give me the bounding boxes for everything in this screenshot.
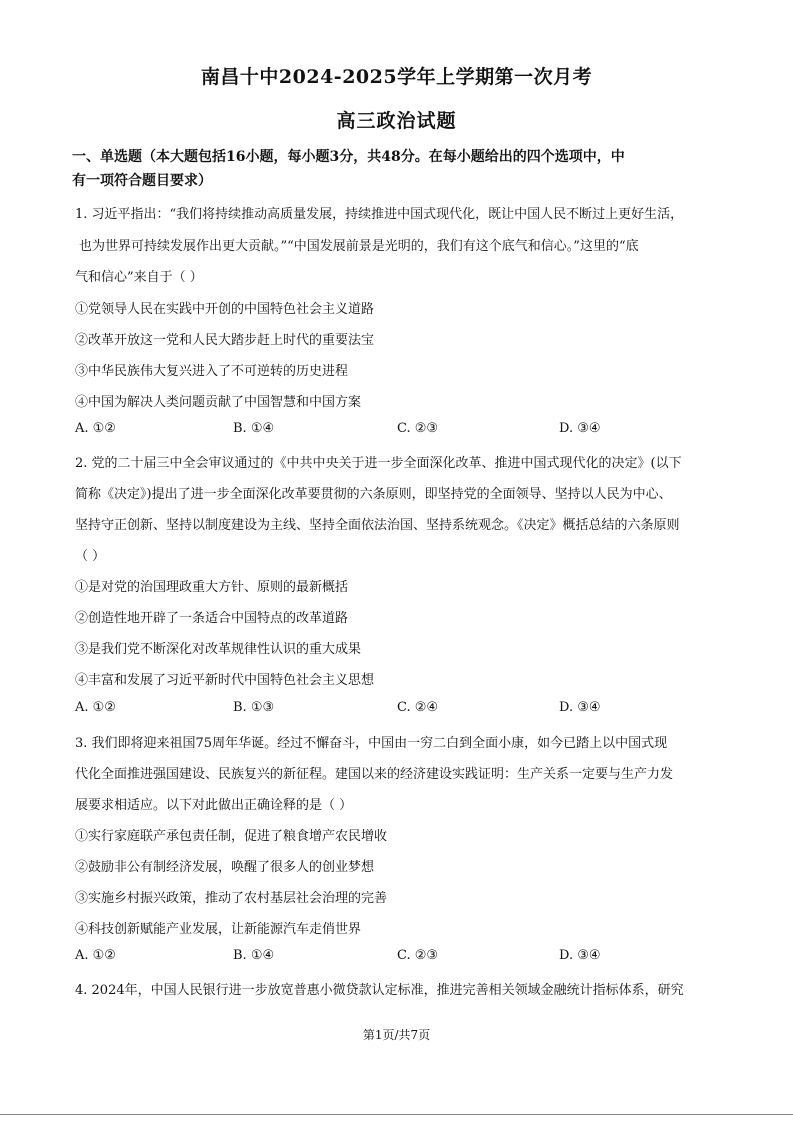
q2-option-b[interactable]: B. ①③ — [233, 700, 275, 715]
q2-option-a[interactable]: A. ①② — [75, 700, 116, 715]
section-heading-line1: 一、单选题（本大题包括16小题，每小题3分，共48分。在每小题给出的四个选项中，中 — [72, 149, 625, 165]
q2-line4: （ ） — [75, 549, 106, 564]
section-heading — [72, 145, 732, 193]
q3-item2: ②鼓励非公有制经济发展，唤醒了很多人的创业梦想 — [75, 860, 375, 875]
q1-item2: ②改革开放这一党和人民大踏步赶上时代的重要法宝 — [75, 333, 375, 348]
page-footer: 第1页/共7页 — [362, 1028, 431, 1042]
q1-item4: ④中国为解决人类问题贡献了中国智慧和中国方案 — [75, 395, 362, 410]
q1-option-a[interactable]: A. ①② — [75, 421, 116, 436]
page-subtitle: 高三政治试题 — [336, 110, 457, 132]
q1-option-b[interactable]: B. ①④ — [233, 421, 275, 436]
q3-option-b[interactable]: B. ①④ — [233, 948, 275, 963]
q3-item4: ④科技创新赋能产业发展，让新能源汽车走俏世界 — [75, 922, 362, 937]
q2-line2: 简称《决定》)提出了进一步全面深化改革要贯彻的六条原则，即坚持党的全面领导、坚持以人民为中心、 — [75, 487, 672, 502]
q3-option-c[interactable]: C. ②③ — [397, 948, 439, 963]
q2-line3: 坚持守正创新、坚持以制度建设为主线、坚持全面依法治国、坚持系统观念。《决定》概括总结的六条原则 — [75, 518, 680, 533]
q1-line2: 也为世界可持续发展作出更大贡献。”“中国发展前景是光明的，我们有这个底气和信心。”这里的“底 — [79, 239, 639, 254]
q1-option-c[interactable]: C. ②③ — [397, 421, 439, 436]
q2-option-d[interactable]: D. ③④ — [559, 700, 601, 715]
page-title: 南昌十中2024-2025学年上学期第一次月考 — [200, 66, 593, 88]
section-heading-line2: 有一项符合题目要求） — [72, 173, 212, 189]
q3-item1: ①实行家庭联产承包责任制，促进了粮食增产农民增收 — [75, 829, 388, 844]
q3-item3: ③实施乡村振兴政策，推动了农村基层社会治理的完善 — [75, 891, 388, 906]
q3-line2: 代化全面推进强国建设、民族复兴的新征程。建国以来的经济建设实践证明：生产关系一定要与生产力发 — [75, 767, 674, 782]
q1-line3: 气和信心”来自于（ ） — [75, 270, 203, 285]
q2-option-c[interactable]: C. ②④ — [397, 700, 439, 715]
q2-line1: 2. 党的二十届三中全会审议通过的《中共中央关于进一步全面深化改革、推进中国式现代化的决定》(以下 — [75, 456, 682, 471]
q1-item3: ③中华民族伟大复兴进入了不可逆转的历史进程 — [75, 364, 349, 379]
q3-option-d[interactable]: D. ③④ — [559, 948, 601, 963]
q2-item3: ③是我们党不断深化对改革规律性认识的重大成果 — [75, 642, 362, 657]
q1-option-d[interactable]: D. ③④ — [559, 421, 601, 436]
q2-item2: ②创造性地开辟了一条适合中国特点的改革道路 — [75, 611, 349, 626]
q4-line1: 4. 2024年，中国人民银行进一步放宽普惠小微贷款认定标准，推进完善相关领域金融统计指标体系，研究 — [75, 983, 684, 998]
q3-option-a[interactable]: A. ①② — [75, 948, 116, 963]
q2-item1: ①是对党的治国理政重大方针、原则的最新概括 — [75, 580, 349, 595]
q3-line1: 3. 我们即将迎来祖国75周年华诞。经过不懈奋斗，中国由一穷二白到全面小康，如今已踏上以中国式现 — [75, 736, 668, 751]
q1-item1: ①党领导人民在实践中开创的中国特色社会主义道路 — [75, 302, 375, 317]
bottom-divider — [0, 1114, 793, 1115]
q2-item4: ④丰富和发展了习近平新时代中国特色社会主义思想 — [75, 673, 375, 688]
q1-line1: 1. 习近平指出：“我们将持续推动高质量发展，持续推进中国式现代化，既让中国人民不断过上更好生活， — [75, 207, 684, 222]
q3-line3: 展要求相适应。以下对此做出正确诠释的是（ ） — [75, 798, 353, 813]
